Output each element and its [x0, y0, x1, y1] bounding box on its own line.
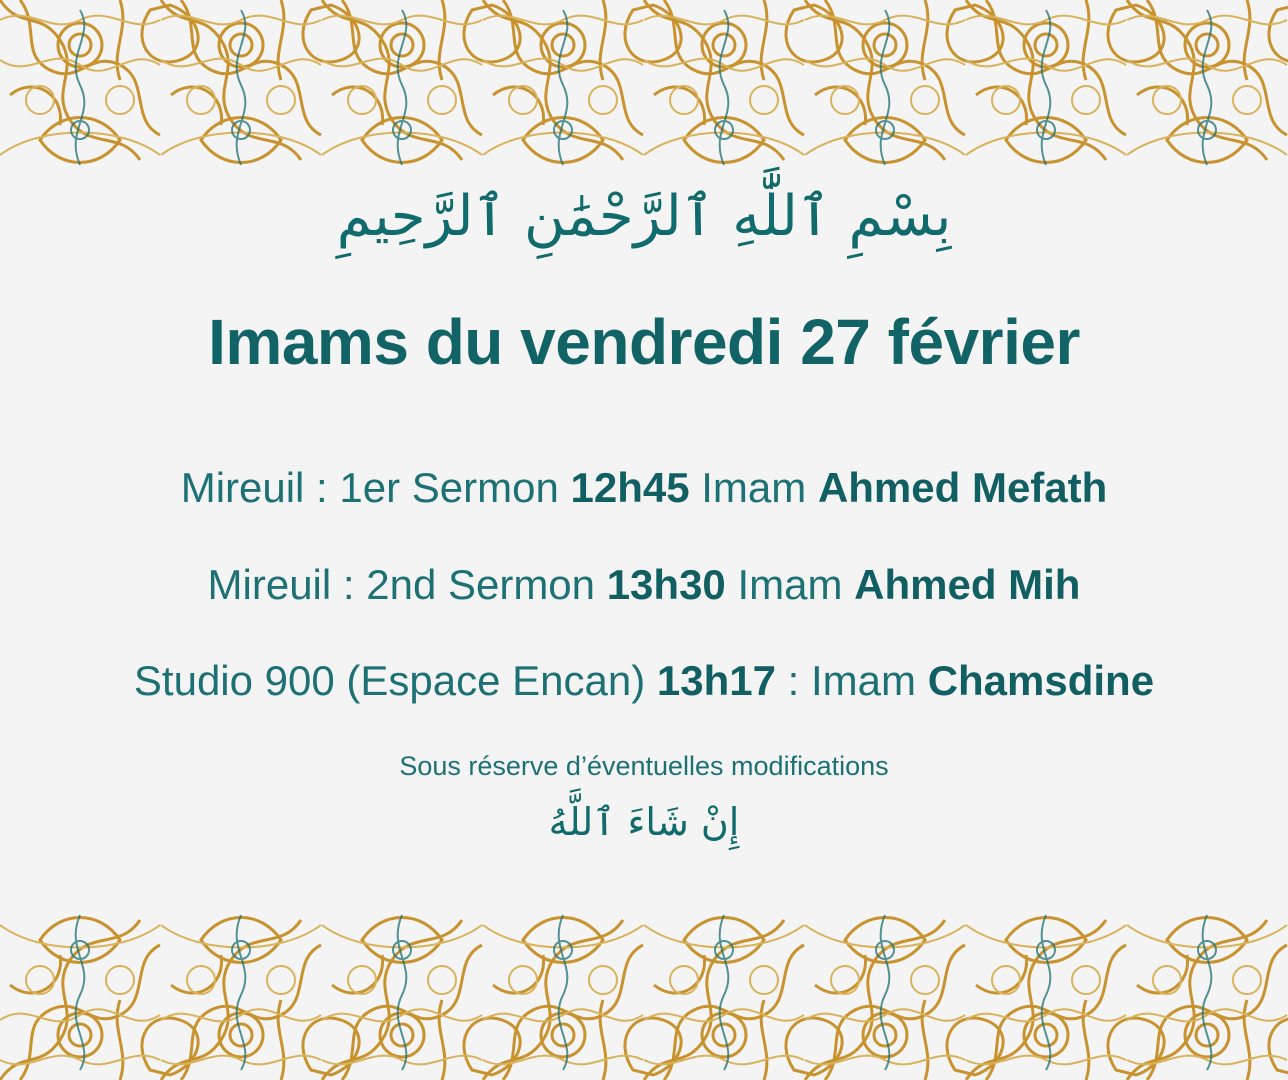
- sermon-2-time: 13h30: [606, 560, 726, 608]
- sermon-line-1: [181, 464, 1108, 512]
- sermon-1-middle: Imam: [689, 464, 818, 512]
- sermon-line-3: [134, 657, 1154, 705]
- sermon-3-time: 13h17: [656, 657, 776, 705]
- sermon-3-prefix: Studio 900 (Espace Encan): [133, 657, 657, 705]
- sermon-2-imam-name: Ahmed Mih: [854, 560, 1081, 608]
- sermon-1-time: 12h45: [570, 464, 690, 512]
- sermon-2-middle: Imam: [725, 560, 855, 608]
- basmala-calligraphy: بِسْمِ ٱللَّٰهِ ٱلرَّحْمَٰنِ ٱلرَّحِيمِ: [336, 184, 952, 249]
- sermon-line-2: [208, 561, 1081, 609]
- page-title: Imams du vendredi 27 février: [208, 305, 1080, 378]
- sermon-1-imam-name: Ahmed Mefath: [817, 464, 1108, 512]
- sermon-1-prefix: Mireuil : 1er Sermon: [180, 464, 571, 512]
- sermon-3-imam-name: Chamsdine: [927, 657, 1155, 705]
- ornament-border-bottom: [0, 912, 1288, 1080]
- sermon-2-prefix: Mireuil : 2nd Sermon: [207, 560, 607, 608]
- inshallah-text: إِنْ شَاءَ ٱللَّهُ: [548, 800, 740, 845]
- disclaimer-note: Sous réserve d’éventuelles modifications: [399, 751, 889, 782]
- sermon-3-middle: : Imam: [776, 657, 928, 705]
